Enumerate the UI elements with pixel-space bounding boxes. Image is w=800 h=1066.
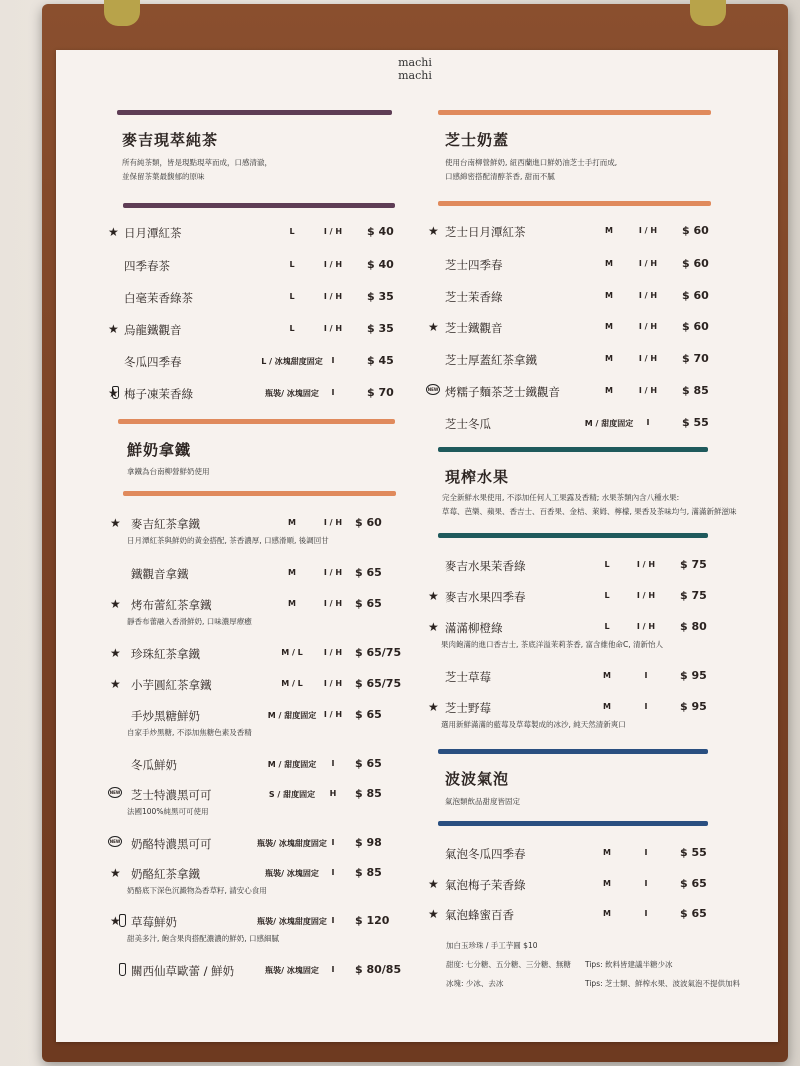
recommended-star-icon: ★	[428, 907, 439, 921]
bottle-icon	[112, 386, 119, 399]
item-temperature: I	[644, 909, 648, 918]
tea-section-title: 麥吉現萃純茶	[122, 131, 219, 149]
item-name: 芝士厚蓋紅茶拿鐵	[445, 353, 537, 367]
item-size: L	[289, 260, 295, 269]
item-size: M	[603, 909, 611, 918]
item-name: 芝士鐵觀音	[445, 321, 503, 335]
item-size: 瓶裝/ 冰塊固定	[265, 966, 319, 975]
cheese-section-title: 芝士奶蓋	[445, 131, 510, 149]
item-name: 奶酪特濃黑可可	[131, 837, 212, 851]
item-name: 鐵觀音拿鐵	[131, 567, 189, 581]
recommended-star-icon: ★	[428, 620, 439, 634]
item-name: 烤布蕾紅茶拿鐵	[131, 598, 212, 612]
item-price: $ 45	[367, 354, 394, 367]
item-temperature: I / H	[323, 292, 343, 301]
fruit-section-title: 現榨水果	[445, 468, 510, 486]
menu-item-row	[124, 258, 417, 276]
item-price: $ 98	[355, 836, 382, 849]
menu-item-row	[445, 289, 732, 307]
tea-section-bottom-bar	[123, 203, 395, 208]
item-name: 氣泡梅子茉香綠	[445, 878, 526, 892]
item-temperature: I	[331, 838, 335, 847]
item-temperature: I / H	[323, 599, 343, 608]
item-temperature: I / H	[636, 622, 656, 631]
item-size: 瓶裝/ 冰塊甜度固定	[257, 839, 327, 848]
item-temperature: I / H	[638, 226, 658, 235]
tea-section-desc: 所有純茶類，皆是現點現萃而成，口感清澈， 並保留茶葉最馥郁的原味	[122, 158, 272, 181]
sparkling-section-title: 波波氣泡	[445, 770, 510, 788]
menu-item-row	[131, 757, 405, 775]
item-name: 白毫茉香綠茶	[124, 291, 193, 305]
item-name: 日月潭紅茶	[124, 226, 182, 240]
latte-section-top-bar	[118, 419, 395, 424]
item-size: M / L	[281, 648, 303, 657]
item-price: $ 70	[367, 386, 394, 399]
item-temperature: I / H	[323, 518, 343, 527]
item-temperature: I / H	[323, 679, 343, 688]
item-name: 芝士野莓	[445, 701, 491, 715]
menu-item-row	[131, 566, 405, 584]
menu-item-row	[428, 907, 730, 925]
menu-item-row	[131, 708, 405, 726]
recommended-star-icon: ★	[110, 597, 121, 611]
item-name: 芝士日月潭紅茶	[445, 225, 526, 239]
item-temperature: H	[329, 789, 337, 798]
item-price: $ 35	[367, 322, 394, 335]
item-temperature: I / H	[636, 591, 656, 600]
cheese-section-desc: 使用台南柳營鮮奶, 紐西蘭進口鮮奶油芝士手打而成, 口感綿密搭配清醇茶香, 甜而不膩	[445, 158, 618, 181]
latte-section-title: 鮮奶拿鐵	[127, 441, 192, 459]
item-size: M	[605, 322, 613, 331]
item-size: 瓶裝/ 冰塊固定	[265, 389, 319, 398]
menu-item-row	[445, 846, 730, 864]
item-price: $ 80	[680, 620, 707, 633]
item-temperature: I	[644, 879, 648, 888]
tea-section-top-bar	[117, 110, 392, 115]
recommended-star-icon: ★	[428, 224, 439, 238]
item-price: $ 65	[355, 757, 382, 770]
item-price: $ 60	[355, 516, 382, 529]
item-temperature: I / H	[323, 324, 343, 333]
item-size: M	[288, 599, 296, 608]
item-price: $ 65	[355, 566, 382, 579]
item-size: M	[603, 671, 611, 680]
item-temperature: I / H	[323, 648, 343, 657]
menu-item-row	[428, 320, 732, 338]
sparkling-section-top-bar	[438, 749, 708, 754]
recommended-star-icon: ★	[108, 386, 119, 400]
item-name: 手炒黑糖鮮奶	[131, 709, 200, 723]
item-temperature: I / H	[638, 259, 658, 268]
item-temperature: I	[331, 868, 335, 877]
item-note: 甜美多汁, 飽含果肉搭配濃濃的鮮奶, 口感細膩	[127, 934, 280, 943]
item-price: $ 60	[682, 224, 709, 237]
item-price: $ 95	[680, 700, 707, 713]
sparkling-section-bottom-bar	[438, 821, 708, 826]
item-price: $ 65	[680, 907, 707, 920]
item-name: 關西仙草歐蕾 / 鮮奶	[131, 964, 235, 978]
item-price: $ 65/75	[355, 646, 402, 659]
item-size: L	[604, 591, 610, 600]
item-price: $ 35	[367, 290, 394, 303]
item-size: M	[605, 259, 613, 268]
recommended-star-icon: ★	[110, 646, 121, 660]
item-size: M	[605, 226, 613, 235]
item-size: L	[604, 560, 610, 569]
menu-item-row	[110, 597, 405, 615]
item-price: $ 80/85	[355, 963, 402, 976]
item-price: $ 65	[355, 708, 382, 721]
item-temperature: I	[646, 418, 650, 427]
sweetness-note: 甜度: 七分糖、五分糖、三分糖、無糖	[446, 960, 571, 969]
item-note: 奶酪底下深色沉澱物為香草籽, 請安心食用	[127, 886, 267, 895]
menu-item-row	[445, 352, 732, 370]
menu-item-row	[445, 669, 730, 687]
bottle-icon	[119, 963, 126, 976]
recommended-star-icon: ★	[428, 320, 439, 334]
item-size: L	[289, 292, 295, 301]
item-note: 日月潭紅茶與鮮奶的黃金搭配, 茶香濃厚, 口感滑順, 後調回甘	[127, 536, 329, 545]
menu-item-row	[110, 677, 405, 695]
fruit-section-bottom-bar	[438, 533, 708, 538]
menu-item-row	[108, 225, 417, 243]
item-size: L / 冰塊甜度固定	[261, 357, 323, 366]
recommended-star-icon: ★	[428, 589, 439, 603]
brand-logo: machi machi	[398, 56, 432, 82]
addon-note: 加白玉珍珠 / 手工芋圓 $10	[446, 941, 538, 950]
item-price: $ 40	[367, 225, 394, 238]
item-temperature: I	[644, 702, 648, 711]
item-temperature: I	[644, 848, 648, 857]
item-name: 烤糯子麵茶芝士鐵觀音	[445, 385, 560, 399]
item-temperature: I / H	[323, 568, 343, 577]
item-name: 芝士四季春	[445, 258, 503, 272]
new-badge-icon: NEW	[108, 787, 122, 798]
item-note: 法國100%純黑可可使用	[127, 807, 209, 816]
item-name: 麥吉紅茶拿鐵	[131, 517, 200, 531]
cheese-section-top-bar	[438, 110, 711, 115]
item-name: 草莓鮮奶	[131, 915, 177, 929]
menu-item-row	[428, 589, 730, 607]
item-name: 四季春茶	[124, 259, 170, 273]
item-price: $ 60	[682, 320, 709, 333]
menu-item-row	[110, 914, 405, 932]
item-size: M	[288, 518, 296, 527]
menu-item-row	[427, 384, 732, 402]
recommended-star-icon: ★	[108, 322, 119, 336]
item-note: 靜香布蕾融入香滑鮮奶, 口味濃厚療癒	[127, 617, 252, 626]
menu-item-row	[428, 700, 730, 718]
item-size: M / 甜度固定	[267, 760, 317, 769]
new-badge-icon: NEW	[426, 384, 440, 395]
item-size: L	[604, 622, 610, 631]
item-size: 瓶裝/ 冰塊甜度固定	[257, 917, 327, 926]
item-name: 氣泡蜂蜜百香	[445, 908, 514, 922]
sparkling-section-desc: 氣泡類飲品甜度皆固定	[445, 797, 520, 806]
item-note: 自家手炒黑糖, 不添加焦糖色素及香精	[127, 728, 252, 737]
menu-item-row	[131, 963, 405, 981]
item-temperature: I	[331, 388, 335, 397]
bottle-icon	[119, 914, 126, 927]
item-temperature: I	[331, 356, 335, 365]
menu-item-row	[428, 620, 730, 638]
item-price: $ 65	[355, 597, 382, 610]
item-name: 芝士茉香綠	[445, 290, 503, 304]
cheese-section-bottom-bar	[438, 201, 711, 206]
item-temperature: I / H	[638, 291, 658, 300]
item-temperature: I / H	[638, 322, 658, 331]
item-name: 麥吉水果四季春	[445, 590, 526, 604]
ice-note: 冰塊: 少冰、去冰	[446, 979, 504, 988]
menu-item-row	[109, 787, 405, 805]
menu-item-row	[110, 866, 405, 884]
fruit-section-top-bar	[438, 447, 708, 452]
recommended-star-icon: ★	[110, 677, 121, 691]
item-size: M / L	[281, 679, 303, 688]
item-size: L	[289, 227, 295, 236]
item-size: 瓶裝/ 冰塊固定	[265, 869, 319, 878]
recommended-star-icon: ★	[110, 914, 121, 928]
item-price: $ 85	[355, 787, 382, 800]
menu-item-row	[110, 516, 405, 534]
item-name: 氣泡冬瓜四季春	[445, 847, 526, 861]
menu-item-row	[110, 646, 405, 664]
item-temperature: I / H	[323, 227, 343, 236]
item-size: S / 甜度固定	[268, 790, 316, 799]
item-size: L	[289, 324, 295, 333]
recommended-star-icon: ★	[108, 225, 119, 239]
item-price: $ 40	[367, 258, 394, 271]
item-size: M	[605, 386, 613, 395]
item-temperature: I / H	[636, 560, 656, 569]
item-name: 芝士冬瓜	[445, 417, 491, 431]
menu-item-row	[445, 558, 730, 576]
item-price: $ 55	[682, 416, 709, 429]
new-badge-icon: NEW	[108, 836, 122, 847]
item-temperature: I	[331, 916, 335, 925]
item-size: M	[603, 879, 611, 888]
item-name: 烏龍鐵觀音	[124, 323, 182, 337]
menu-item-row	[124, 290, 417, 308]
item-name: 冬瓜四季春	[124, 355, 182, 369]
item-temperature: I / H	[323, 710, 343, 719]
item-temperature: I / H	[638, 386, 658, 395]
item-name: 滿滿柳橙綠	[445, 621, 503, 635]
item-temperature: I	[331, 965, 335, 974]
recommended-star-icon: ★	[110, 866, 121, 880]
menu-item-row	[108, 386, 417, 404]
tip-no-addon: Tips: 芝士類、鮮榨水果、波波氣泡不提供加料	[585, 979, 741, 988]
recommended-star-icon: ★	[110, 516, 121, 530]
item-price: $ 70	[682, 352, 709, 365]
item-name: 麥吉水果茉香綠	[445, 559, 526, 573]
latte-section-desc: 拿鐵為台南柳營鮮奶使用	[127, 467, 210, 476]
menu-item-row	[428, 224, 732, 242]
item-price: $ 75	[680, 558, 707, 571]
tip-half-sugar: Tips: 飲料皆建議半糖少冰	[585, 960, 673, 969]
board-clip-left	[104, 0, 140, 26]
item-price: $ 85	[355, 866, 382, 879]
item-temperature: I	[331, 759, 335, 768]
item-note: 果肉飽滿的進口香吉士, 茶底洋溢茉莉茶香, 富含維他命C, 清新怡人	[441, 640, 664, 649]
menu-item-row	[124, 354, 417, 372]
recommended-star-icon: ★	[428, 700, 439, 714]
item-name: 小芋圓紅茶拿鐵	[131, 678, 212, 692]
item-price: $ 120	[355, 914, 390, 927]
item-size: M	[603, 848, 611, 857]
board-clip-right	[690, 0, 726, 26]
item-temperature: I / H	[323, 260, 343, 269]
item-name: 芝士特濃黑可可	[131, 788, 212, 802]
menu-item-row	[108, 322, 417, 340]
fruit-section-desc: 完全新鮮水果使用, 不添加任何人工果露及香精; 水果茶類內含八種水果: 草莓、芭樂、蘋果、香吉士、百香果、金桔、萊姆、檸檬, 果香及茶味均勻, 滿滿新鮮滋味	[442, 493, 737, 516]
item-temperature: I / H	[638, 354, 658, 363]
menu-item-row	[428, 877, 730, 895]
item-note: 選用新鮮滿滿的藍莓及草莓製成的冰沙, 純天然清新爽口	[441, 720, 626, 729]
item-size: M	[603, 702, 611, 711]
item-name: 珍珠紅茶拿鐵	[131, 647, 200, 661]
item-price: $ 75	[680, 589, 707, 602]
item-price: $ 65/75	[355, 677, 402, 690]
item-price: $ 60	[682, 289, 709, 302]
item-temperature: I	[644, 671, 648, 680]
item-name: 芝士草莓	[445, 670, 491, 684]
recommended-star-icon: ★	[428, 877, 439, 891]
item-name: 冬瓜鮮奶	[131, 758, 177, 772]
item-price: $ 85	[682, 384, 709, 397]
menu-item-row	[109, 836, 405, 854]
item-price: $ 95	[680, 669, 707, 682]
item-size: M	[288, 568, 296, 577]
item-size: M / 甜度固定	[584, 419, 634, 428]
item-price: $ 60	[682, 257, 709, 270]
latte-section-bottom-bar	[123, 491, 396, 496]
item-name: 梅子凍茉香綠	[124, 387, 193, 401]
item-size: M	[605, 354, 613, 363]
item-name: 奶酪紅茶拿鐵	[131, 867, 200, 881]
menu-item-row	[445, 257, 732, 275]
item-size: M	[605, 291, 613, 300]
menu-item-row	[445, 416, 732, 434]
item-price: $ 55	[680, 846, 707, 859]
item-size: M / 甜度固定	[267, 711, 317, 720]
item-price: $ 65	[680, 877, 707, 890]
